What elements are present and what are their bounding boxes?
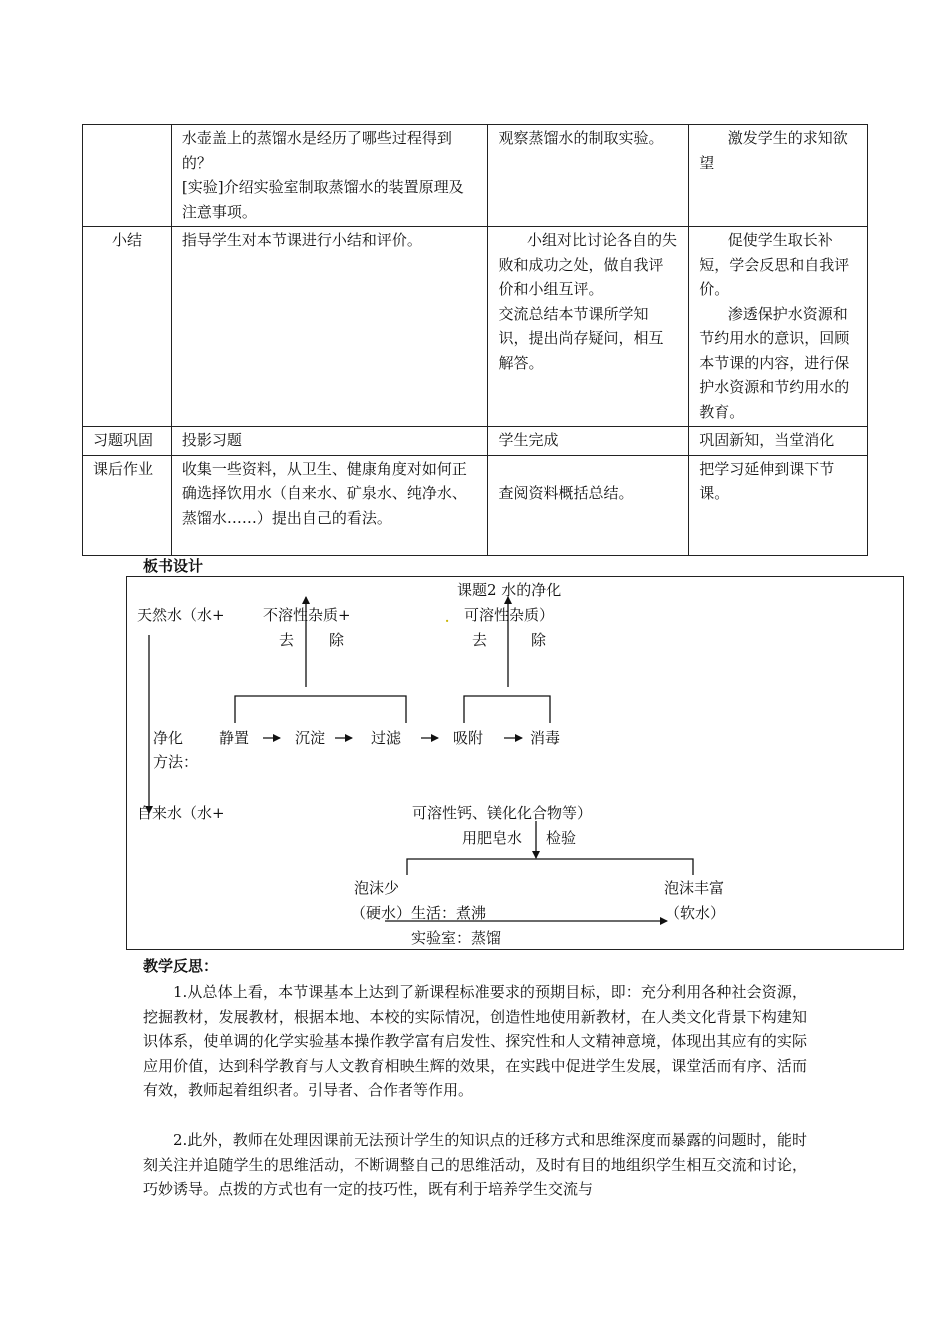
teacher-text: [实验]介绍实验室制取蒸馏水的装置原理及注意事项。 [181, 178, 464, 221]
step-settle: 静置 [219, 729, 250, 747]
natural-water-label: 天然水（水+ [137, 606, 225, 624]
step-adsorb: 吸附 [453, 729, 484, 747]
student-text: 交流总结本节课所学知识，提出尚存疑问，相互解答。 [498, 304, 664, 372]
student-activity-cell [488, 125, 689, 227]
reflection-paragraph: 2.此外，教师在处理因课前无法预计学生的知识点的迁移方式和思维深度而暴露的问题时，能时刻关注并追随学生的思维活动，不断调整自己的思维活动，及时有目的地组织学生相互交流和讨论，巧妙诱导。点拨的方式也有一定的技巧性，既有利于培养学生交流与 [143, 1131, 807, 1199]
table-row [83, 455, 868, 555]
purpose-cell [689, 125, 868, 227]
student-text: 观察蒸馏水的制取实验。 [498, 129, 664, 147]
step-filter: 过滤 [371, 729, 402, 747]
board-lines [127, 577, 905, 951]
teacher-activity-cell [171, 227, 488, 427]
marker-dot: . [445, 611, 450, 625]
purpose-text: 巩固新知，当堂消化 [699, 431, 835, 449]
stage-cell [83, 125, 172, 227]
step-disinfect: 消毒 [530, 729, 561, 747]
soft-water-label: （软水） [665, 904, 726, 922]
stage-cell: 课后作业 [83, 455, 172, 555]
remove-label-1: 去 [279, 631, 295, 649]
little-foam-label: 泡沫少 [354, 879, 400, 897]
soap-test-label: 用肥皂水 [462, 829, 523, 847]
remove-label-2: 除 [531, 631, 547, 649]
remove-label-1: 去 [472, 631, 488, 649]
teacher-activity-cell [171, 427, 488, 456]
teacher-text: 收集一些资料，从卫生、健康角度对如何正确选择饮用水（自来水、矿泉水、纯净水、蒸馏水……）提出自己的看法。 [181, 459, 467, 527]
hard-water-label: （硬水） [351, 904, 412, 922]
insoluble-impurity-label: 不溶性杂质+ [263, 606, 351, 624]
bracket-right [464, 696, 550, 723]
life-method-label: 生活：煮沸 [411, 904, 487, 922]
student-activity-cell [488, 455, 689, 555]
teacher-text: 指导学生对本节课进行小结和评价。 [181, 231, 422, 249]
soluble-impurity-label: 可溶性杂质） [464, 606, 555, 624]
purpose-cell [689, 227, 868, 427]
table-row [83, 427, 868, 456]
test-bracket [407, 859, 693, 875]
student-text: 学生完成 [498, 431, 559, 449]
board-design-heading: 板书设计 [143, 557, 204, 575]
purpose-text: 把学习延伸到课下节课。 [699, 459, 835, 502]
board-title: 课题2 水的净化 [457, 581, 562, 599]
teacher-text: 投影习题 [181, 431, 242, 449]
purpose-text: 渗透保护水资源和节约用水的意识，回顾本节课的内容，进行保护水资源和节约用水的教育。 [699, 304, 850, 421]
purify-label: 净化 [153, 729, 184, 747]
student-activity-cell [488, 227, 689, 427]
board-diagram [126, 576, 904, 950]
table-row [83, 125, 868, 227]
student-text: 小组对比讨论各自的失败和成功之处，做自我评价和小组互评。 [498, 231, 677, 298]
reflection-heading: 教学反思： [143, 957, 219, 975]
compounds-label: 可溶性钙、镁化化合物等） [412, 804, 593, 822]
purpose-text: 激发学生的求知欲望 [699, 129, 848, 172]
stage-cell: 习题巩固 [83, 427, 172, 456]
stage-cell: 小结 [83, 227, 172, 427]
step-sediment: 沉淀 [295, 729, 326, 747]
teacher-activity-cell [171, 455, 488, 555]
tap-water-label: 自来水（水+ [137, 804, 225, 822]
teacher-activity-cell [171, 125, 488, 227]
rich-foam-label: 泡沫丰富 [664, 879, 725, 897]
student-activity-cell [488, 427, 689, 456]
purpose-text: 促使学生取长补短，学会反思和自我评价。 [699, 231, 850, 298]
lab-method-label: 实验室：蒸馏 [411, 929, 502, 947]
student-text: 查阅资料概括总结。 [498, 483, 634, 502]
teacher-text: 水壶盖上的蒸馏水是经历了哪些过程得到的？ [181, 129, 452, 172]
remove-label-2: 除 [329, 631, 345, 649]
purpose-cell [689, 455, 868, 555]
check-label: 检验 [546, 829, 577, 847]
method-label: 方法： [153, 753, 199, 771]
purpose-cell [689, 427, 868, 456]
table-row [83, 227, 868, 427]
bracket-left [235, 696, 406, 723]
lesson-table [82, 124, 868, 556]
reflection-paragraph: 1.从总体上看，本节课基本上达到了新课程标准要求的预期目标，即：充分利用各种社会资源，挖掘教材，发展教材，根据本地、本校的实际情况，创造性地使用新教材，在人类文化背景下构建知识体系，使单调的化学实验基本操作教学富有启发性、探究性和人文精神意境，体现出其应有的实际应用价值，达到科学教育与人文教育相映生辉的效果，在实践中促进学生发展，课堂活而有序、活而有效，教师起着组织者。引导者、合作者等作用。 [143, 983, 807, 1100]
